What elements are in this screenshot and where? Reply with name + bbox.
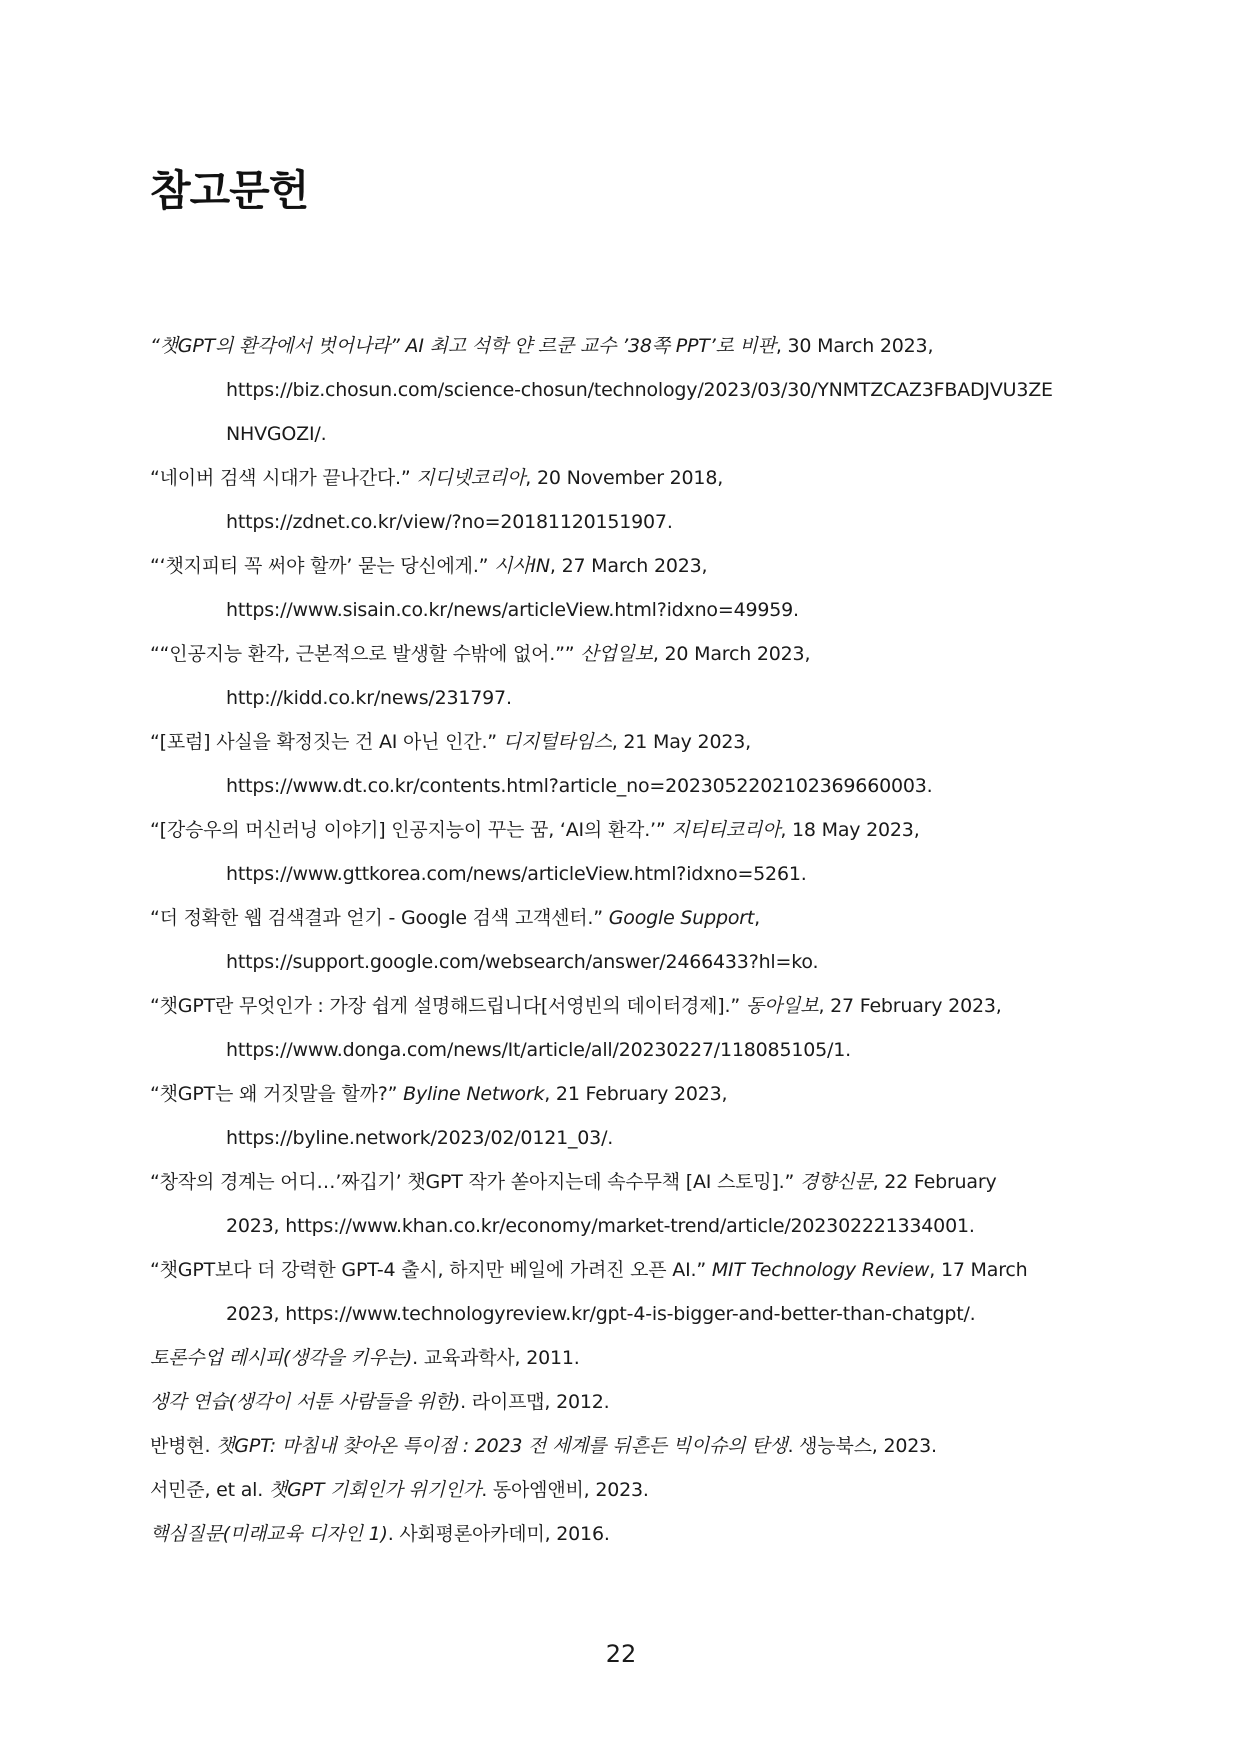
reference-text: “더 정확한 웹 검색결과 얻기 - Google 검색 고객센터.” <box>150 907 609 929</box>
reference-entry <box>150 1072 1100 1116</box>
reference-entry <box>150 1424 1100 1468</box>
reference-entry <box>150 1380 1100 1424</box>
reference-entry-continuation <box>150 852 1100 896</box>
reference-text: , 20 November 2018, <box>525 467 724 489</box>
reference-entry-continuation <box>150 588 1100 632</box>
reference-text: 반병현. <box>150 1435 217 1457</box>
reference-text: , 27 February 2023, <box>818 995 1002 1017</box>
reference-entry <box>150 456 1100 500</box>
reference-entry <box>150 808 1100 852</box>
reference-text: “챗GPT란 무엇인가 : 가장 쉽게 설명해드립니다[서영빈의 데이터경제].” <box>150 995 746 1017</box>
reference-entry <box>150 984 1100 1028</box>
reference-text: “네이버 검색 시대가 끝나간다.” <box>150 467 417 489</box>
reference-entry <box>150 544 1100 588</box>
reference-text: , 27 March 2023, <box>549 555 708 577</box>
reference-text: . 동아엠앤비, 2023. <box>481 1479 649 1501</box>
reference-text: NHVGOZI/. <box>226 423 327 445</box>
reference-title-italic: 챗GPT: 마침내 찾아온 특이점 : 2023 전 세계를 뒤흔든 빅이슈의 탄생 <box>216 1435 788 1457</box>
reference-text: https://support.google.com/websearch/answer/2466433?hl=ko. <box>226 951 819 973</box>
reference-text: . 사회평론아카데미, 2016. <box>387 1523 610 1545</box>
reference-text: , 18 May 2023, <box>780 819 920 841</box>
reference-title-italic: 동아일보 <box>745 995 819 1017</box>
reference-text: 2023, https://www.khan.co.kr/economy/market-trend/article/202302221334001. <box>226 1215 975 1237</box>
reference-text: . 교육과학사, 2011. <box>412 1347 580 1369</box>
reference-text: https://byline.network/2023/02/0121_03/. <box>226 1127 614 1149</box>
reference-title-italic: Google Support <box>608 907 755 929</box>
reference-entry-continuation <box>150 764 1100 808</box>
reference-title-italic: 산업일보 <box>580 643 653 665</box>
reference-text: 2023, https://www.technologyreview.kr/gpt-4-is-bigger-and-better-than-chatgpt/. <box>226 1303 976 1325</box>
reference-title-italic: Byline Network <box>403 1083 545 1105</box>
reference-title-italic: 토론수업 레시피(생각을 키우는) <box>150 1347 413 1369</box>
reference-entry <box>150 1468 1100 1512</box>
reference-title-italic: 생각 연습(생각이 서툰 사람들을 위한) <box>150 1391 461 1413</box>
reference-text: , 20 March 2023, <box>652 643 811 665</box>
reference-entry-continuation <box>150 412 1100 456</box>
reference-text: https://www.dt.co.kr/contents.html?article_no=2023052202102369660003. <box>226 775 933 797</box>
reference-entry-continuation <box>150 1204 1100 1248</box>
reference-entry-continuation <box>150 940 1100 984</box>
reference-text: https://www.gttkorea.com/news/articleView.html?idxno=5261. <box>226 863 807 885</box>
reference-entry <box>150 1512 1100 1556</box>
reference-text: , <box>754 907 760 929</box>
reference-text: , 21 February 2023, <box>544 1083 728 1105</box>
reference-entry-continuation <box>150 1292 1100 1336</box>
reference-text: . 라이프맵, 2012. <box>460 1391 610 1413</box>
reference-text: https://biz.chosun.com/science-chosun/technology/2023/03/30/YNMTZCAZ3FBADJVU3ZE <box>226 379 1053 401</box>
reference-title-italic: 경향신문 <box>799 1171 873 1193</box>
reference-entry-continuation <box>150 368 1100 412</box>
reference-text: , 21 May 2023, <box>611 731 751 753</box>
reference-text: 서민준, et al. <box>150 1479 269 1501</box>
reference-text: http://kidd.co.kr/news/231797. <box>226 687 512 709</box>
reference-title-italic: MIT Technology Review <box>711 1259 930 1281</box>
reference-entry <box>150 1336 1100 1380</box>
reference-text: . 생능북스, 2023. <box>787 1435 937 1457</box>
reference-title-italic: 핵심질문(미래교육 디자인 1) <box>150 1523 388 1545</box>
reference-text: “‘챗지피티 꼭 써야 할까’ 묻는 당신에게.” <box>150 555 495 577</box>
reference-entry <box>150 896 1100 940</box>
reference-text: https://zdnet.co.kr/view/?no=20181120151907. <box>226 511 673 533</box>
reference-entry <box>150 1160 1100 1204</box>
reference-title-italic: 시사IN <box>494 555 550 577</box>
reference-text: , 22 February <box>872 1171 997 1193</box>
reference-text: “[강승우의 머신러닝 이야기] 인공지능이 꾸는 꿈, ‘AI의 환각.’” <box>150 819 672 841</box>
reference-entry <box>150 1248 1100 1292</box>
reference-text: ““인공지능 환각, 근본적으로 발생할 수밖에 없어.”” <box>150 643 581 665</box>
page-number: 22 <box>605 1640 637 1668</box>
reference-text: “챗GPT는 왜 거짓말을 할까?” <box>150 1083 404 1105</box>
reference-text: , 30 March 2023, <box>775 335 934 357</box>
reference-title-italic: 지티티코리아 <box>671 819 781 841</box>
reference-entry <box>150 324 1100 368</box>
reference-list <box>150 324 1100 1556</box>
reference-text: https://www.donga.com/news/It/article/all/20230227/118085105/1. <box>226 1039 851 1061</box>
reference-text: “챗GPT보다 더 강력한 GPT-4 출시, 하지만 베일에 가려진 오픈 AI.” <box>150 1259 712 1281</box>
page-title: 참고문헌 <box>150 166 309 215</box>
reference-entry-continuation <box>150 1116 1100 1160</box>
reference-entry <box>150 632 1100 676</box>
reference-text: “[포럼] 사실을 확정짓는 건 AI 아닌 인간.” <box>150 731 503 753</box>
reference-text: , 17 March <box>929 1259 1028 1281</box>
reference-title-italic: 챗GPT 기회인가 위기인가 <box>268 1479 482 1501</box>
reference-entry-continuation <box>150 1028 1100 1072</box>
reference-title-italic: “챗GPT의 환각에서 벗어나라” AI 최고 석학 얀 르쿤 교수 ’38쪽 PPT’로 비판 <box>150 335 776 357</box>
reference-text: https://www.sisain.co.kr/news/articleView.html?idxno=49959. <box>226 599 799 621</box>
reference-text: “창작의 경계는 어디…’짜깁기’ 챗GPT 작가 쏟아지는데 속수무책 [AI 스토밍].” <box>150 1171 800 1193</box>
reference-title-italic: 지디넷코리아 <box>416 467 526 489</box>
reference-title-italic: 디지털타임스 <box>502 731 612 753</box>
reference-entry-continuation <box>150 676 1100 720</box>
reference-entry <box>150 720 1100 764</box>
reference-entry-continuation <box>150 500 1100 544</box>
